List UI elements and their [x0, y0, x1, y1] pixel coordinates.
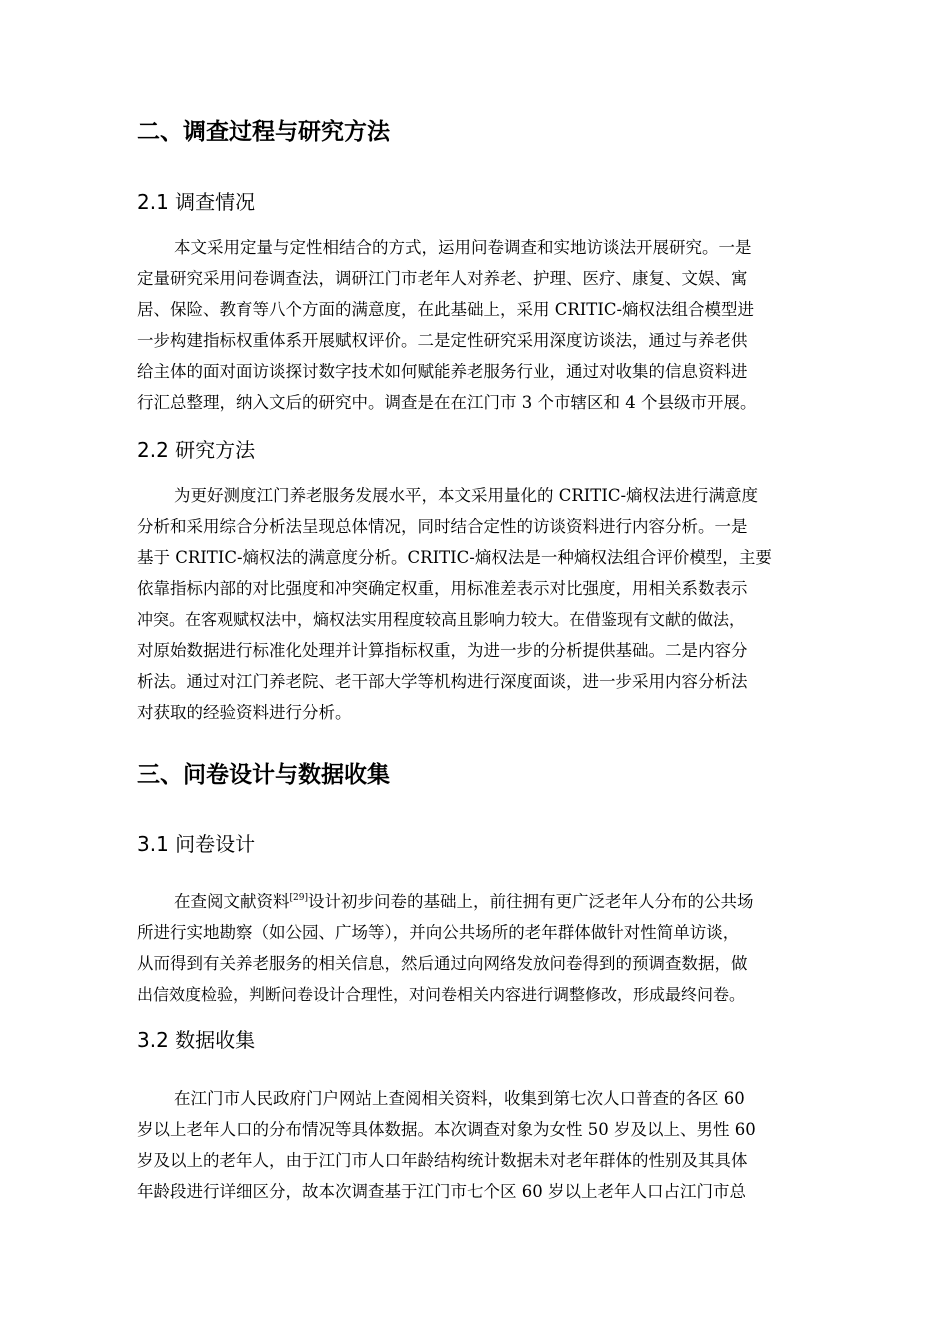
line-text: 设计初步问卷的基础上，前往拥有更广泛老年人分布的公共场: [307, 892, 754, 911]
subsection-3-2-heading: 3.2 数据收集: [137, 1028, 256, 1052]
subsection-2-1-heading: 2.1 调查情况: [137, 190, 256, 214]
paragraph-line: 在江门市人民政府门户网站上查阅相关资料，收集到第七次人口普查的各区 60: [174, 1089, 745, 1108]
paragraph-line: 居、保险、教育等八个方面的满意度，在此基础上，采用 CRITIC-熵权法组合模型进: [137, 300, 755, 319]
section-2-heading: 二、调查过程与研究方法: [137, 119, 390, 145]
paragraph-line: 岁及以上的老年人，由于江门市人口年龄结构统计数据未对老年群体的性别及其具体: [137, 1151, 748, 1170]
paragraph-2-2: [137, 480, 772, 728]
paragraph-3-2: [137, 1083, 756, 1207]
subsection-3-1-heading: 3.1 问卷设计: [137, 832, 256, 856]
subsection-2-2-heading: 2.2 研究方法: [137, 438, 256, 462]
paragraph-line: 年龄段进行详细区分，故本次调查基于江门市七个区 60 岁以上老年人口占江门市总: [137, 1182, 746, 1201]
citation-marker: [29]: [289, 893, 308, 903]
paragraph-line: 出信效度检验，判断问卷设计合理性，对问卷相关内容进行调整修改，形成最终问卷。: [137, 985, 746, 1004]
paragraph-line: 所进行实地勘察（如公园、广场等），并向公共场所的老年群体做针对性简单访谈，: [137, 923, 740, 942]
paragraph-line: 对原始数据进行标准化处理并计算指标权重，为进一步的分析提供基础。二是内容分: [137, 641, 748, 660]
paragraph-line: 冲突。在客观赋权法中，熵权法实用程度较高且影响力较大。在借鉴现有文献的做法，: [137, 610, 746, 629]
paragraph-line: 行汇总整理，纳入文后的研究中。调查是在在江门市 3 个市辖区和 4 个县级市开展。: [137, 393, 757, 412]
paragraph-line: 本文采用定量与定性相结合的方式，运用问卷调查和实地访谈法开展研究。一是: [174, 238, 752, 257]
paragraph-line: 依靠指标内部的对比强度和冲突确定权重，用标准差表示对比强度，用相关系数表示: [137, 579, 748, 598]
paragraph-line: 基于 CRITIC-熵权法的满意度分析。CRITIC-熵权法是一种熵权法组合评价模型，主要: [137, 548, 772, 567]
paragraph-2-1: [137, 232, 756, 418]
paragraph-line: 析法。通过对江门养老院、老干部大学等机构进行深度面谈，进一步采用内容分析法: [137, 672, 748, 691]
paragraph-line: 一步构建指标权重体系开展赋权评价。二是定性研究采用深度访谈法，通过与养老供: [137, 331, 748, 350]
paragraph-3-1: [137, 886, 753, 1010]
paragraph-line: 对获取的经验资料进行分析。: [137, 703, 352, 722]
paragraph-line: 从而得到有关养老服务的相关信息，然后通过向网络发放问卷得到的预调查数据，做: [137, 954, 748, 973]
paragraph-line: [137, 886, 753, 917]
section-3-heading: 三、问卷设计与数据收集: [137, 762, 390, 788]
paragraph-line: 分析和采用综合分析法呈现总体情况，同时结合定性的访谈资料进行内容分析。一是: [137, 517, 748, 536]
paragraph-line: 为更好测度江门养老服务发展水平，本文采用量化的 CRITIC-熵权法进行满意度: [174, 486, 759, 505]
paragraph-line: 给主体的面对面访谈探讨数字技术如何赋能养老服务行业，通过对收集的信息资料进: [137, 362, 748, 381]
line-text: 在查阅文献资料: [174, 892, 290, 911]
paragraph-line: 岁以上老年人口的分布情况等具体数据。本次调查对象为女性 50 岁及以上、男性 60: [137, 1120, 756, 1139]
paragraph-line: 定量研究采用问卷调查法，调研江门市老年人对养老、护理、医疗、康复、文娱、寓: [137, 269, 748, 288]
